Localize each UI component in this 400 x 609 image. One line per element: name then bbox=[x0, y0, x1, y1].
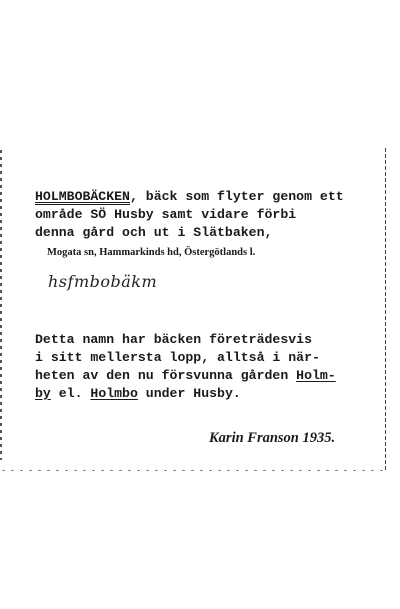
description-line-1 bbox=[35, 188, 344, 207]
note-line-4-mid: el. bbox=[50, 386, 91, 401]
card-bottom-edge bbox=[2, 470, 386, 471]
handwritten-dialect-form: hsfmbobäkm bbox=[48, 272, 158, 291]
description-line-1-rest: , bäck som flyter genom ett bbox=[129, 189, 344, 204]
note-line-3 bbox=[35, 367, 336, 386]
signature: Karin Franson 1935. bbox=[209, 430, 336, 446]
description-line-3: denna gård och ut i Slätbaken, bbox=[35, 225, 273, 240]
note-line-4 bbox=[35, 385, 241, 404]
description-line-2: område SÖ Husby samt vidare förbi bbox=[35, 207, 297, 222]
note-line-4-rest: under Husby. bbox=[137, 386, 241, 401]
source-stamp: Mogata sn, Hammarkinds hd, Östergötlands l. bbox=[47, 247, 256, 258]
underlined-name-by: by bbox=[35, 386, 51, 401]
note-line-1: Detta namn har bäcken företrädesvis bbox=[35, 332, 312, 347]
note-line-3-text: heten av den nu försvunna gården bbox=[35, 368, 297, 383]
card-left-edge bbox=[0, 150, 2, 460]
card-right-edge bbox=[385, 148, 386, 470]
underlined-name-holm: Holm- bbox=[296, 368, 336, 383]
underlined-name-holmbo: Holmbo bbox=[90, 386, 138, 401]
headword: HOLMBOBÄCKEN bbox=[35, 189, 130, 204]
note-line-2: i sitt mellersta lopp, alltså i när- bbox=[35, 350, 320, 365]
